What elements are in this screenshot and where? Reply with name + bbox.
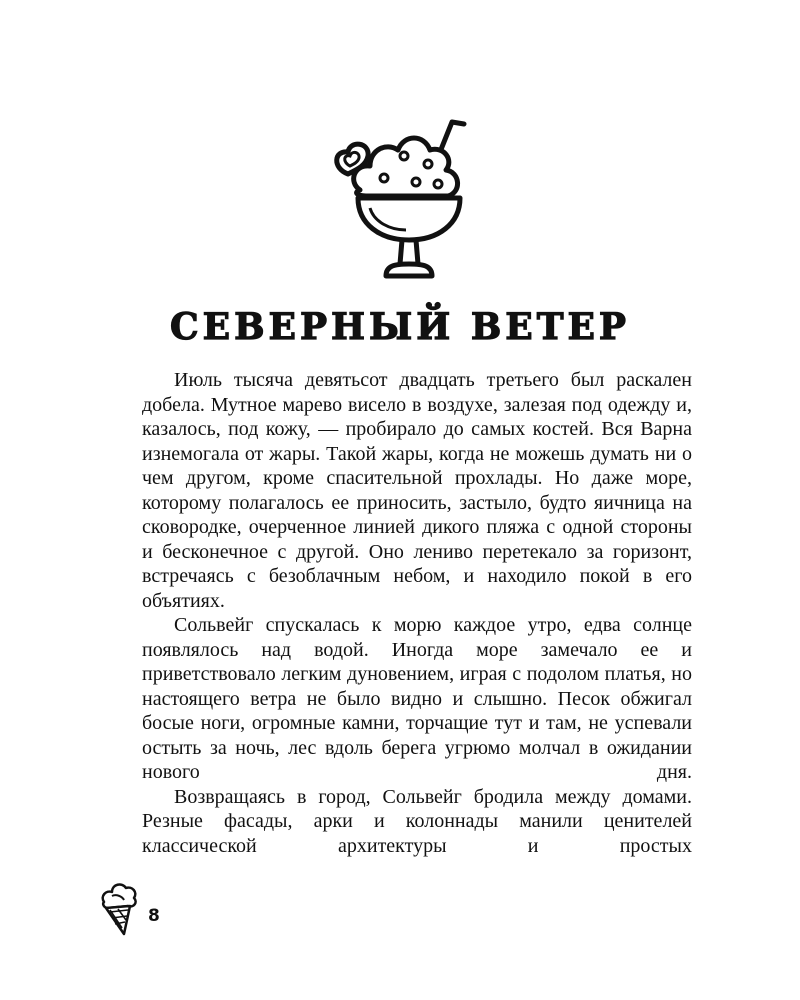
page-number: 8 (148, 906, 160, 926)
paragraph-1: Июль тысяча девятьсот двадцать третьего был раскален добела. Мутное марево висело в воздухе, залезая под одежду и, казалось, под кожу, — пробирало до самых костей. Вся Варна изнемогала от жары. Такой жары, когда не можешь думать ни о чем другом, кроме спасительной прохлады. Но даже море, которому полагалось ее приносить, застыло, будто яичница на сковородке, очерченное линией дикого пляжа с одной стороны и бесконечное с другой. Оно лениво перетекало за горизонт, встречаясь с безоблачным небом, и находило покой в его объятиях. (142, 369, 692, 612)
ice-cream-cone-icon (98, 880, 142, 936)
chapter-title: СЕВЕРНЫЙ ВЕТЕР (169, 306, 630, 348)
chapter-body (142, 368, 692, 858)
ice-cream-sundae-icon (320, 112, 485, 284)
paragraph-2: Сольвейг спускалась к морю каждое утро, едва солнце появлялось над водой. Иногда море замечало ее и приветствовало легким дуновением, играя с подолом платья, но настоящего ветра не было видно и слышно. Песок обжигал босые ноги, огромные камни, торчащие тут и там, не успевали остыть за ночь, лес вдоль берега угрюмо молчал в ожидании нового дня. (142, 614, 692, 783)
paragraph-3: Возвращаясь в город, Сольвейг бродила между домами. Резные фасады, арки и колоннады манили ценителей классической архитектуры и простых (142, 785, 692, 857)
